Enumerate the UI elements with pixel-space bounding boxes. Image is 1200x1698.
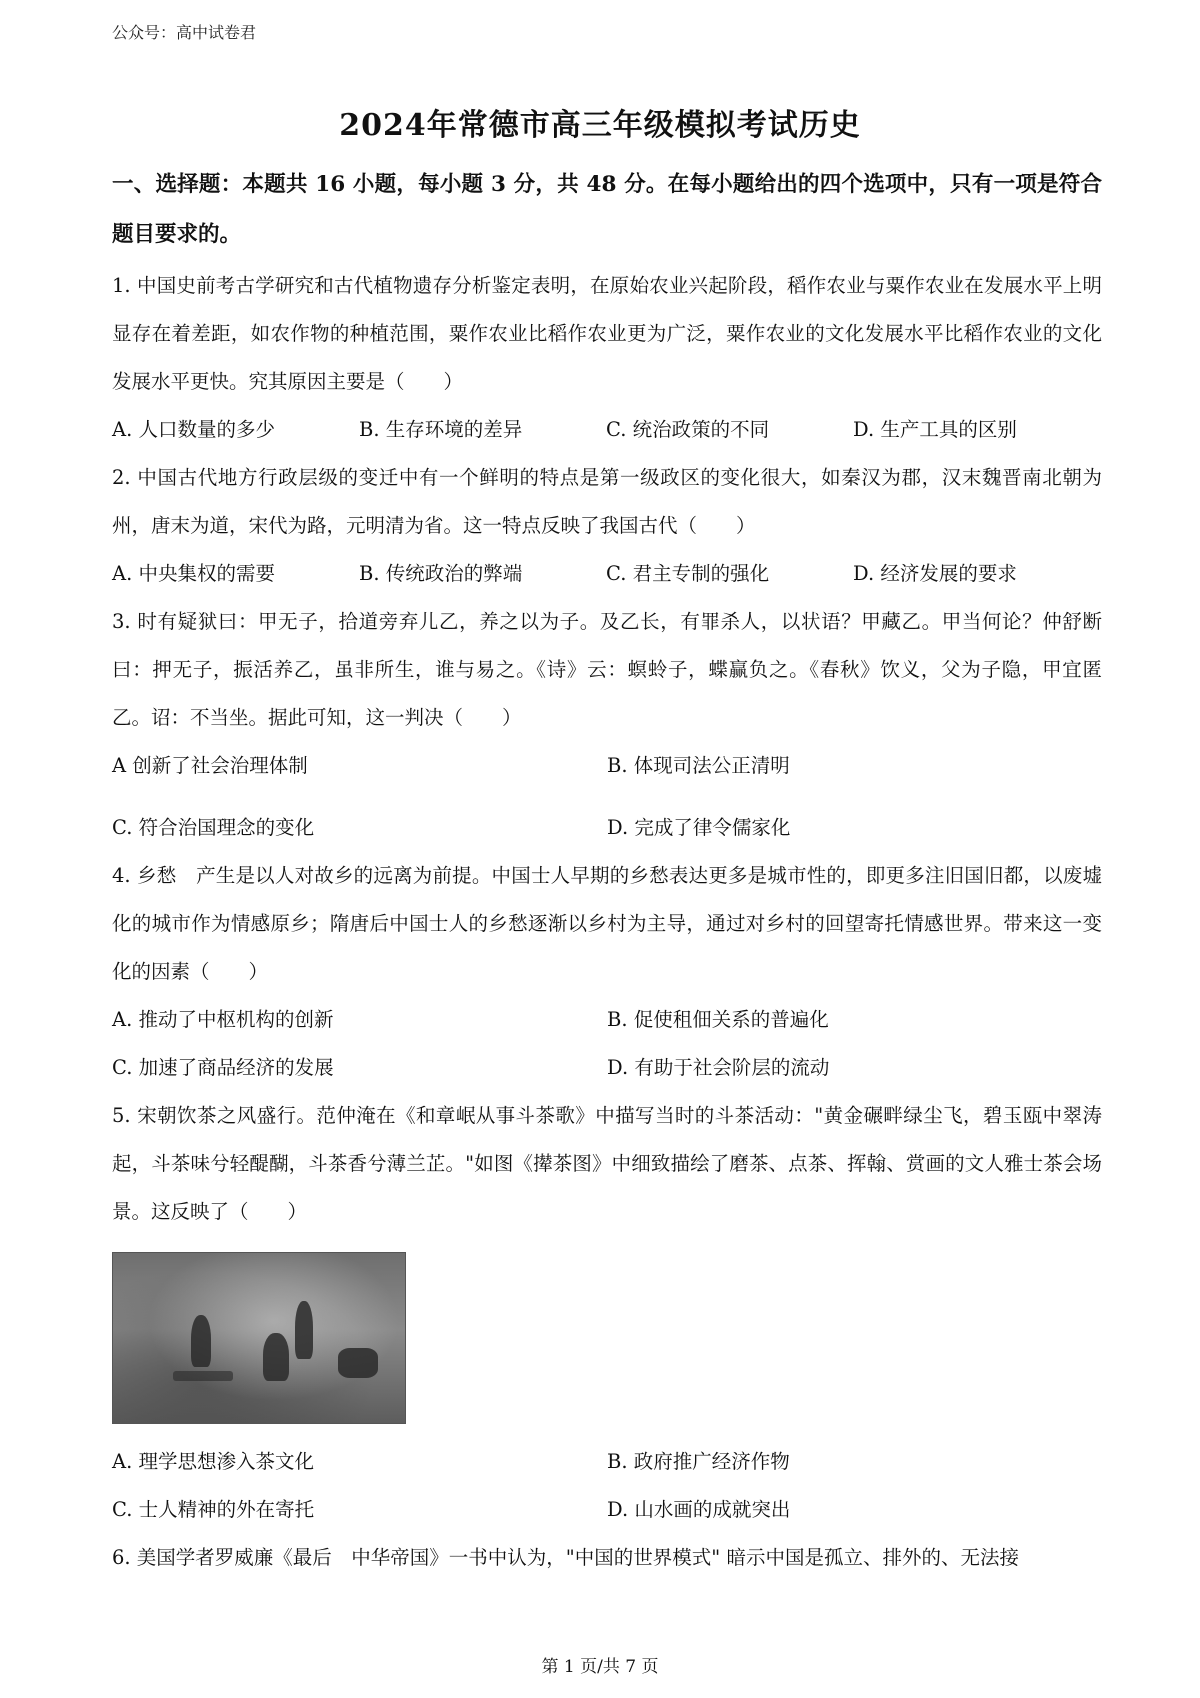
question-5-options: [112, 1438, 1102, 1534]
question-3-options: [112, 742, 1102, 852]
option-c: C. 士人精神的外在寄托: [112, 1498, 315, 1521]
exam-content: [112, 160, 1102, 1582]
option-b: B. 生存环境的差异: [359, 418, 523, 441]
painting-table: [173, 1371, 233, 1381]
option-b: B. 政府推广经济作物: [607, 1450, 790, 1473]
question-2-options: [112, 550, 1102, 598]
option-c: C. 符合治国理念的变化: [112, 816, 315, 839]
option-a: A. 中央集权的需要: [112, 562, 275, 585]
question-5-stem: 5. 宋朝饮茶之风盛行。范仲淹在《和章岷从事斗茶歌》中描写当时的斗茶活动："黄金碾畔绿尘飞，碧玉瓯中翠涛起，斗茶味兮轻醍醐，斗茶香兮薄兰芷。"如图《撵茶图》中细致描绘了磨茶、点茶、挥翰、赏画的文人雅士茶会场景。这反映了（ ）: [112, 1104, 1102, 1223]
option-a: A 创新了社会治理体制: [112, 754, 308, 777]
question-3-stem: 3. 时有疑狱曰：甲无子，拾道旁弃儿乙，养之以为子。及乙长，有罪杀人，以状语？甲藏乙。甲当何论？仲舒断曰：押无子，振活养乙，虽非所生，谁与易之。《诗》云：螟蛉子，蝶赢负之。《春秋》饮义，父为子隐，甲宜匿乙。诏：不当坐。据此可知，这一判决（ ）: [112, 610, 1102, 729]
painting-figure: [295, 1301, 313, 1359]
page-number: 第 1 页/共 7 页: [541, 1657, 659, 1677]
question-6-stem: 6. 美国学者罗威廉《最后 中华帝国》一书中认为，"中国的世界模式" 暗示中国是孤立、排外的、无法接: [112, 1546, 1019, 1569]
option-c: C. 统治政策的不同: [606, 418, 770, 441]
option-d: D. 经济发展的要求: [853, 562, 1017, 585]
option-d: D. 有助于社会阶层的流动: [607, 1056, 830, 1079]
question-4-stem: 4. 乡愁 产生是以人对故乡的远离为前提。中国士人早期的乡愁表达更多是城市性的，即更多注旧国旧都，以废墟化的城市作为情感原乡；隋唐后中国士人的乡愁逐渐以乡村为主导，通过对乡村的回望寄托情感世界。带来这一变化的因素（ ）: [112, 864, 1102, 983]
option-a: A. 理学思想渗入茶文化: [112, 1450, 314, 1473]
page-title: 2024年常德市高三年级模拟考试历史: [339, 108, 861, 143]
painting-figure: [191, 1315, 211, 1367]
question-4-options: [112, 996, 1102, 1092]
painting-rock: [338, 1348, 378, 1378]
option-d: D. 山水画的成就突出: [607, 1498, 791, 1521]
painting-figure: [263, 1333, 289, 1381]
option-b: B. 体现司法公正清明: [607, 754, 790, 777]
header-watermark: 公众号：高中试卷君: [112, 23, 257, 42]
question-1-options: [112, 406, 1102, 454]
question-1-stem: 1. 中国史前考古学研究和古代植物遗存分析鉴定表明，在原始农业兴起阶段，稻作农业与粟作农业在发展水平上明显存在着差距，如农作物的种植范围，粟作农业比稻作农业更为广泛，粟作农业的文化发展水平比稻作农业的文化发展水平更快。究其原因主要是（ ）: [112, 274, 1102, 393]
option-a: A. 推动了中枢机构的创新: [112, 1008, 334, 1031]
option-c: C. 君主专制的强化: [606, 562, 770, 585]
option-c: C. 加速了商品经济的发展: [112, 1056, 334, 1079]
tea-painting-image: [112, 1252, 406, 1424]
option-a: A. 人口数量的多少: [112, 418, 275, 441]
option-d: D. 完成了律令儒家化: [607, 816, 791, 839]
question-2-stem: 2. 中国古代地方行政层级的变迁中有一个鲜明的特点是第一级政区的变化很大，如秦汉为郡，汉末魏晋南北朝为州，唐末为道，宋代为路，元明清为省。这一特点反映了我国古代（ ）: [112, 466, 1102, 537]
option-d: D. 生产工具的区别: [853, 418, 1017, 441]
section-heading: 一、选择题：本题共 16 小题，每小题 3 分，共 48 分。在每小题给出的四个选项中，只有一项是符合题目要求的。: [112, 172, 1102, 247]
option-b: B. 促使租佃关系的普遍化: [607, 1008, 829, 1031]
option-b: B. 传统政治的弊端: [359, 562, 523, 585]
